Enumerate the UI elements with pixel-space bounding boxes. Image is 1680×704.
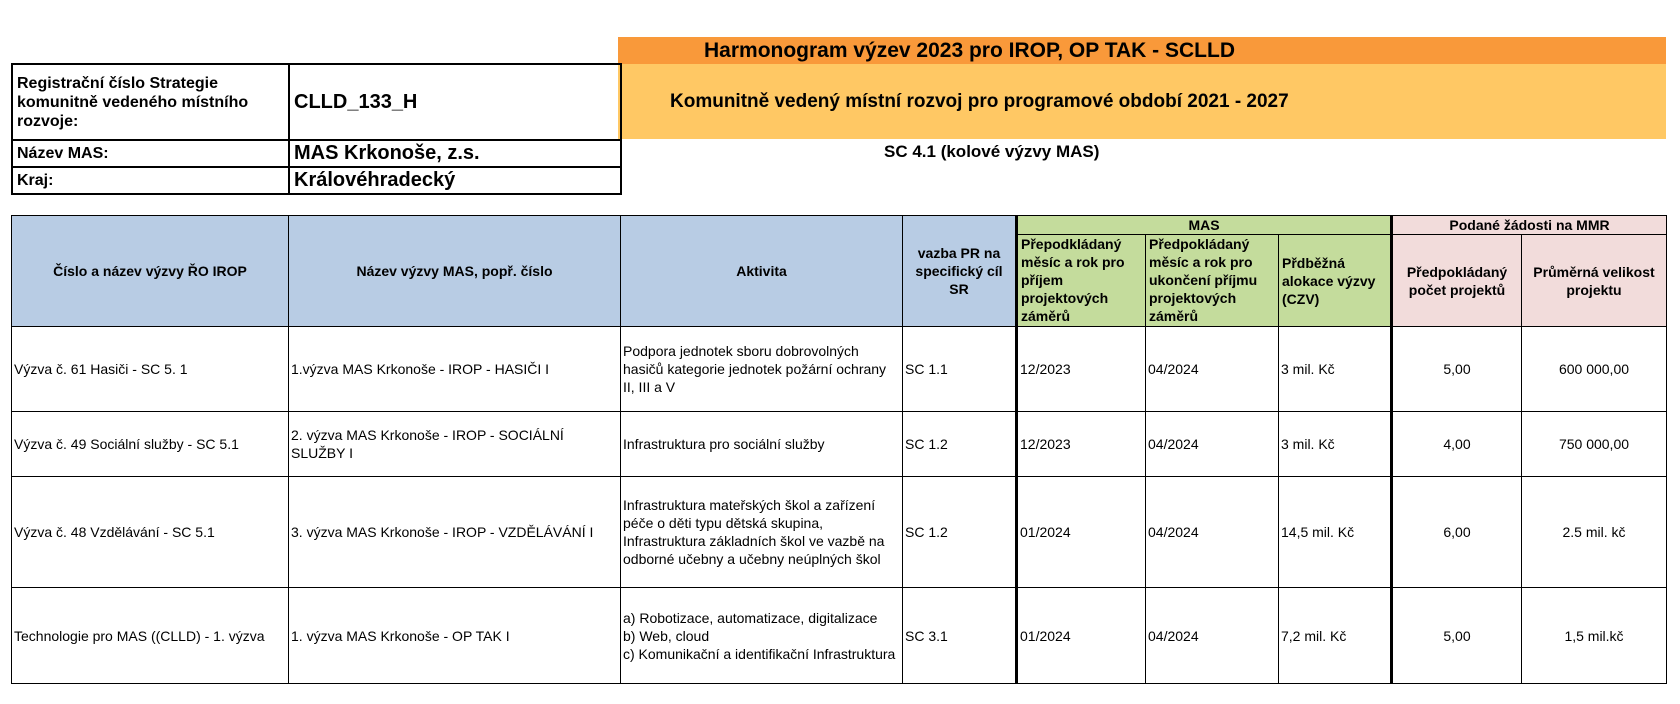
table-row [12, 412, 1667, 477]
kraj-label: Kraj: [12, 167, 289, 194]
header-cislo: Číslo a název výzvy ŘO IROP [12, 216, 289, 327]
aktivita-line: a) Robotizace, automatizace, digitalizace [623, 609, 878, 626]
schedule-table [11, 215, 1667, 684]
registration-value: CLLD_133_H [289, 64, 621, 140]
cell-vazba: SC 3.1 [903, 588, 1017, 684]
aktivita-line: b) Web, cloud [623, 627, 710, 644]
header-alokace: Přdběžná alokace výzvy (CZV) [1279, 235, 1392, 327]
cell-cislo: Výzva č. 49 Sociální služby - SC 5.1 [12, 412, 289, 477]
cell-ukonceni: 04/2024 [1146, 588, 1279, 684]
cell-aktivita: Podpora jednotek sboru dobrovolných hasičů kategorie jednotek požární ochrany II, III a V [621, 327, 903, 412]
cell-velikost: 600 000,00 [1522, 327, 1667, 412]
info-row-kraj [12, 167, 621, 194]
header-prijem: Přepodkládaný měsíc a rok pro příjem projektových záměrů [1017, 235, 1146, 327]
header-vazba: vazba PR na specifický cíl SR [903, 216, 1017, 327]
page-title: Harmonogram výzev 2023 pro IROP, OP TAK - SCLLD [704, 39, 1235, 62]
table-row [12, 327, 1667, 412]
cell-ukonceni: 04/2024 [1146, 327, 1279, 412]
cell-alokace: 3 mil. Kč [1279, 327, 1392, 412]
header-group-row [12, 216, 1667, 235]
info-table [11, 63, 622, 195]
title-band [618, 37, 1666, 64]
header-aktivita: Aktivita [621, 216, 903, 327]
cell-vazba: SC 1.2 [903, 477, 1017, 588]
cell-ukonceni: 04/2024 [1146, 412, 1279, 477]
cell-nazev: 3. výzva MAS Krkonoše - IROP - VZDĚLÁVÁNÍ I [289, 477, 621, 588]
cell-aktivita: Infrastruktura pro sociální služby [621, 412, 903, 477]
cell-prijem: 01/2024 [1017, 588, 1146, 684]
info-row-registration [12, 64, 621, 140]
cell-velikost: 750 000,00 [1522, 412, 1667, 477]
info-row-mas [12, 140, 621, 167]
cell-prijem: 01/2024 [1017, 477, 1146, 588]
cell-alokace: 7,2 mil. Kč [1279, 588, 1392, 684]
header-nazev: Název výzvy MAS, popř. číslo [289, 216, 621, 327]
cell-alokace: 3 mil. Kč [1279, 412, 1392, 477]
cell-prijem: 12/2023 [1017, 327, 1146, 412]
header-pocet: Předpokládaný počet projektů [1392, 235, 1522, 327]
cell-pocet: 5,00 [1392, 588, 1522, 684]
cell-nazev: 2. výzva MAS Krkonoše - IROP - SOCIÁLNÍ SLUŽBY I [289, 412, 621, 477]
table-row [12, 588, 1667, 684]
cell-pocet: 6,00 [1392, 477, 1522, 588]
cell-pocet: 5,00 [1392, 327, 1522, 412]
cell-nazev: 1. výzva MAS Krkonoše - OP TAK I [289, 588, 621, 684]
cell-cislo: Výzva č. 48 Vzdělávání - SC 5.1 [12, 477, 289, 588]
cell-cislo: Technologie pro MAS ((CLLD) - 1. výzva [12, 588, 289, 684]
header-ukonceni: Předpokládaný měsíc a rok pro ukončení příjmu projektových záměrů [1146, 235, 1279, 327]
registration-label: Registrační číslo Strategie komunitně vedeného místního rozvoje: [12, 64, 289, 140]
header-group-mmr: Podané žádosti na MMR [1392, 216, 1667, 235]
subtitle-band [618, 64, 1666, 139]
cell-aktivita [621, 588, 903, 684]
cell-pocet: 4,00 [1392, 412, 1522, 477]
cell-aktivita: Infrastruktura mateřských škol a zařízení péče o děti typu dětská skupina, Infrastruktura základních škol ve vazbě na odborné učebny a učebny neúplných škol [621, 477, 903, 588]
cell-prijem: 12/2023 [1017, 412, 1146, 477]
cell-alokace: 14,5 mil. Kč [1279, 477, 1392, 588]
mas-value: MAS Krkonoše, z.s. [289, 140, 621, 167]
cell-ukonceni: 04/2024 [1146, 477, 1279, 588]
table-row [12, 477, 1667, 588]
cell-vazba: SC 1.1 [903, 327, 1017, 412]
cell-velikost: 1,5 mil.kč [1522, 588, 1667, 684]
cell-cislo: Výzva č. 61 Hasiči - SC 5. 1 [12, 327, 289, 412]
aktivita-line: c) Komunikační a identifikační Infrastruktura [623, 645, 896, 662]
header-velikost: Průměrná velikost projektu [1522, 235, 1667, 327]
kraj-value: Královéhradecký [289, 167, 621, 194]
cell-nazev: 1.výzva MAS Krkonoše - IROP - HASIČI I [289, 327, 621, 412]
cell-velikost: 2.5 mil. kč [1522, 477, 1667, 588]
header-group-mas: MAS [1017, 216, 1392, 235]
cell-vazba: SC 1.2 [903, 412, 1017, 477]
mas-label: Název MAS: [12, 140, 289, 167]
page-subtitle: Komunitně vedený místní rozvoj pro programové období 2021 - 2027 [670, 91, 1289, 112]
sc-label: SC 4.1 (kolové výzvy MAS) [884, 142, 1100, 161]
